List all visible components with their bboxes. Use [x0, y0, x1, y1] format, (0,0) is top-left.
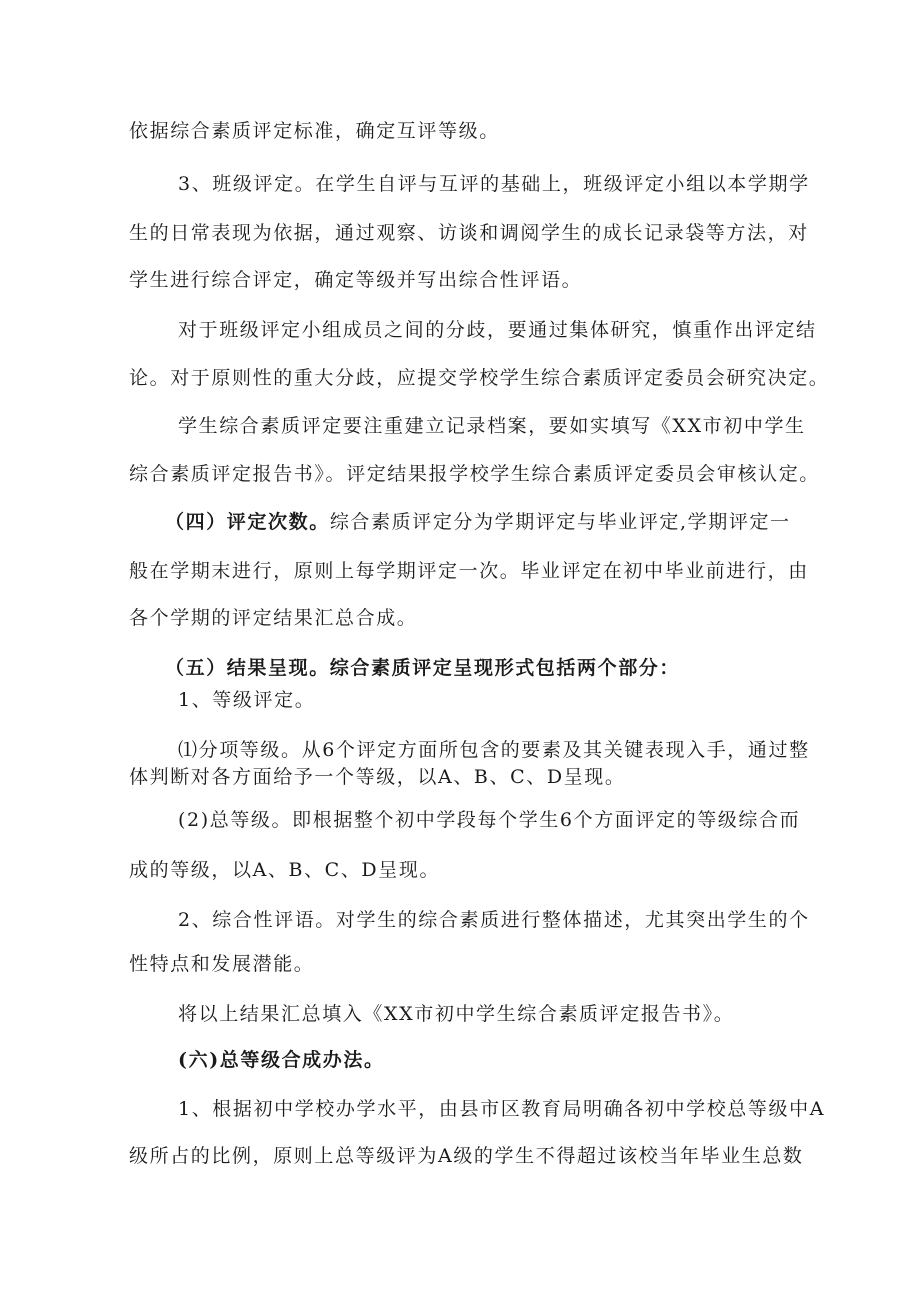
paragraph-line: 学生进行综合评定，确定等级并写出综合性评语。	[129, 269, 583, 291]
paragraph-line: 3、班级评定。在学生自评与互评的基础上，班级评定小组以本学期学	[178, 173, 810, 195]
paragraph-line: 依据综合素质评定标准，确定互评等级。	[129, 120, 500, 142]
section-body: 综合素质评定分为学期评定与毕业评定,学期评定一	[329, 511, 791, 533]
paragraph-line: (2)总等级。即根据整个初中学段每个学生6个方面评定的等级综合而	[178, 809, 801, 831]
section-heading-4: （四）评定次数。	[165, 511, 330, 533]
paragraph-line: 2、综合性评语。对学生的综合素质进行整体描述，尤其突出学生的个	[178, 909, 810, 931]
section-heading-6: (六)总等级合成办法。	[178, 1049, 385, 1071]
paragraph-line: 级所占的比例，原则上总等级评为A级的学生不得超过该校当年毕业生总数	[129, 1145, 804, 1167]
paragraph-line: 般在学期末进行，原则上每学期评定一次。毕业评定在初中毕业前进行，由	[129, 560, 809, 582]
paragraph-line: 体判断对各方面给予一个等级，以A、B、C、D呈现。	[129, 766, 626, 788]
paragraph-line: 将以上结果汇总填入《XX市初中学生综合素质评定报告书》。	[178, 1003, 735, 1025]
paragraph-line: 生的日常表现为依据，通过观察、访谈和调阅学生的成长记录袋等方法，对	[129, 222, 809, 244]
paragraph-line: 1、等级评定。	[178, 689, 316, 711]
paragraph-line: 成的等级，以A、B、C、D呈现。	[129, 859, 441, 881]
paragraph-line: 1、根据初中学校办学水平，由县市区教育局明确各初中学校总等级中A	[178, 1098, 826, 1120]
paragraph-line: 性特点和发展潜能。	[129, 953, 315, 975]
paragraph-line: ⑴分项等级。从6个评定方面所包含的要素及其关键表现入手，通过整	[178, 739, 810, 761]
section-heading-5: （五）结果呈现。综合素质评定呈现形式包括两个部分：	[165, 657, 681, 679]
paragraph-line: 综合素质评定报告书》。评定结果报学校学生综合素质评定委员会审核认定。	[129, 463, 820, 485]
section-line	[165, 508, 791, 536]
paragraph-line: 论。对于原则性的重大分歧，应提交学校学生综合素质评定委员会研究决定。	[129, 367, 830, 389]
paragraph-line: 学生综合素质评定要注重建立记录档案，要如实填写《XX市初中学生	[178, 415, 806, 437]
paragraph-line: 各个学期的评定结果汇总合成。	[129, 607, 418, 629]
paragraph-line: 对于班级评定小组成员之间的分歧，要通过集体研究，慎重作出评定结	[178, 319, 817, 341]
